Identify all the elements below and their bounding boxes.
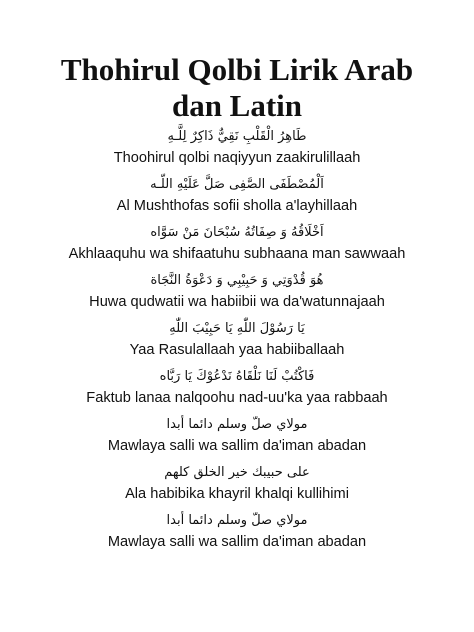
verse-3 <box>0 222 474 270</box>
page-title <box>0 52 474 124</box>
verse-arabic: على حبيبك خير الخلق كلهم <box>164 465 310 480</box>
verse-2 <box>0 174 474 222</box>
verse-1 <box>0 126 474 174</box>
verse-arabic: مولاي صلّ وسلم دائما أبدا <box>166 417 308 432</box>
verse-latin: Al Mushthofas sofii sholla a'layhillaah <box>116 198 358 214</box>
verse-latin: Yaa Rasulallaah yaa habiiballaah <box>129 342 345 358</box>
verse-7 <box>0 414 474 462</box>
verse-arabic: هُوَ قُدْوَتِي وَ حَبِيْبِي وَ دَعْوَةُ النَّجَاة <box>150 273 324 288</box>
verse-arabic: اَلْمُصْطَفَى الصَّفِى صَلَّ عَلَيْهِ اللّـه <box>150 177 324 192</box>
verse-arabic: اَخْلَاقُهُ وَ صِفَاتُهُ سُبْحَانَ مَنْ سَوَّاه <box>150 225 324 240</box>
verse-latin: Faktub lanaa nalqoohu nad-uu'ka yaa rabbaah <box>86 390 388 406</box>
verse-latin: Akhlaaquhu wa shifaatuhu subhaana man sawwaah <box>68 246 406 262</box>
verse-4 <box>0 270 474 318</box>
lyrics-list <box>0 126 474 558</box>
verse-5 <box>0 318 474 366</box>
verse-arabic: طَاهِرُ الْقَلْبِ نَقِيٌّ ذَاكِرٌ لِلَّـهِ <box>167 129 307 144</box>
verse-6 <box>0 366 474 414</box>
verse-8 <box>0 462 474 510</box>
verse-arabic: يَا رَسُوْلَ اللّٰهِ يَا حَبِيْبَ اللّٰهِ <box>169 321 305 336</box>
verse-latin: Ala habibika khayril khalqi kullihimi <box>125 486 349 502</box>
verse-latin: Mawlaya salli wa sallim da'iman abadan <box>107 438 367 454</box>
verse-arabic: فَاكْتُبْ لَنَا نَلْقَاهُ نَدْعُوْكَ يَا رَبَّاه <box>159 369 315 384</box>
page-title-line-1: Thohirul Qolbi Lirik Arab <box>60 52 414 87</box>
verse-latin: Huwa qudwatii wa habiibii wa da'watunnajaah <box>89 294 385 310</box>
verse-latin: Mawlaya salli wa sallim da'iman abadan <box>107 534 367 550</box>
verse-arabic: مولاي صلّ وسلم دائما أبدا <box>166 513 308 528</box>
page-title-line-2: dan Latin <box>171 88 303 123</box>
verse-latin: Thoohirul qolbi naqiyyun zaakirulillaah <box>113 150 361 166</box>
verse-9 <box>0 510 474 558</box>
